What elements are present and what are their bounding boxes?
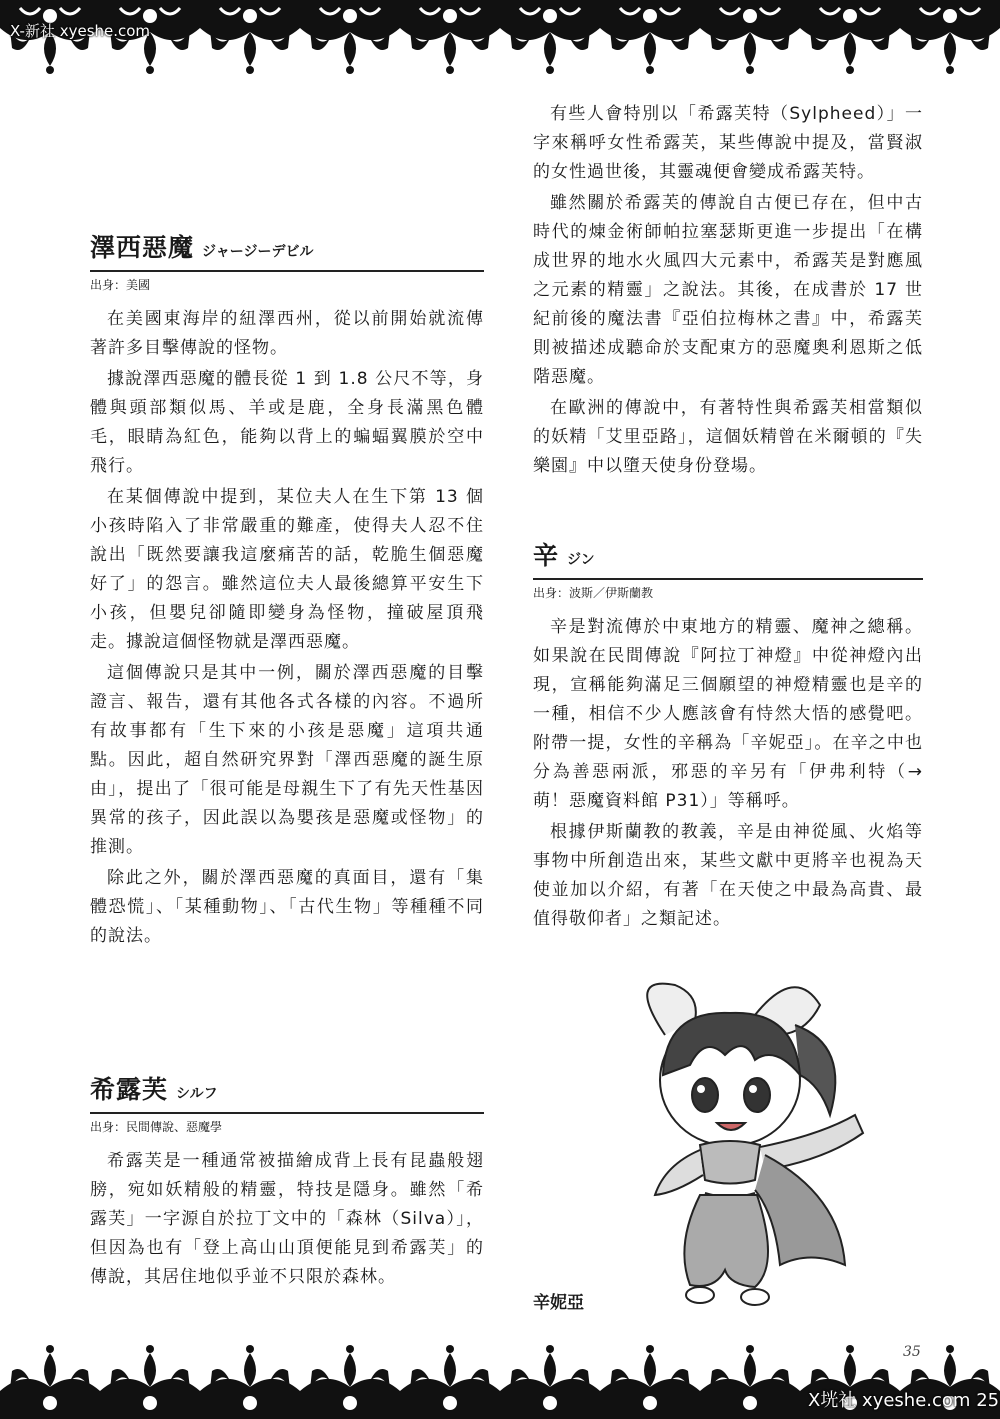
watermark-top: X-新社 xyeshe.com <box>10 22 151 40</box>
section-title: 辛 <box>533 541 560 570</box>
paragraph: 根據伊斯蘭教的教義，辛是由神從風、火焰等事物中所創造出來，某些文獻中更將辛也視為天使並加以介紹，有著「在天使之中最為高貴、最值得敬仰者」之類記述。 <box>533 822 923 929</box>
paragraph: 辛是對流傳於中東地方的精靈、魔神之總稱。如果說在民間傳說『阿拉丁神燈』中從神燈內出現，宣稱能夠滿足三個願望的神燈精靈也是辛的一種，相信不少人應該會有恃然大悟的感覺吧。附帶一提，女性的辛稱為「辛妮亞」。在辛之中也分為善惡兩派，邪惡的辛另有「伊弗利特（→萌！惡魔資料館 P31）」等稱呼。 <box>533 617 923 811</box>
illustration-caption: 辛妮亞 <box>533 1293 584 1313</box>
heading-rule <box>90 1112 484 1114</box>
paragraph: 在美國東海岸的紐澤西州，從以前開始就流傳著許多目擊傳說的怪物。 <box>90 309 484 358</box>
heading-rule <box>90 270 484 272</box>
section-sylph-continued <box>533 100 923 483</box>
section-heading <box>533 536 923 572</box>
paragraph: 在歐洲的傳說中，有著特性與希露芙相當類似的妖精「艾里亞路」，這個妖精曾在米爾頓的『失樂園』中以墮天使身份登場。 <box>533 398 923 476</box>
section-title: 希露芙 <box>90 1075 169 1104</box>
jinnia-illustration <box>605 965 875 1310</box>
section-origin: 出身：波斯／伊斯蘭教 <box>533 586 654 600</box>
paragraph: 雖然關於希露芙的傳說自古便已存在，但中古時代的煉金術師帕拉塞瑟斯更進一步提出「在構成世界的地水火風四大元素中，希露芙是對應風之元素的精靈」之說法。其後，在成書於 17 世紀前後的魔法書『亞伯拉梅林之書』中，希露芙則被描述成聽命於支配東方的惡魔奧利恩斯之低階惡魔。 <box>533 193 923 387</box>
paragraph: 有些人會特別以「希露芙特（Sylpheed）」一字來稱呼女性希露芙，某些傳說中提及，當賢淑的女性過世後，其靈魂便會變成希露芙特。 <box>533 104 923 182</box>
watermark-bottom <box>808 1386 999 1412</box>
paragraph: 據說澤西惡魔的體長從 1 到 1.8 公尺不等，身體與頭部類似馬、羊或是鹿，全身長滿黑色體毛，眼睛為紅色，能夠以背上的蝙蝠翼膜於空中飛行。 <box>90 369 484 476</box>
section-reading: ジン <box>567 552 595 568</box>
section-title: 澤西惡魔 <box>90 233 195 262</box>
section-heading <box>90 228 484 264</box>
page-number: 35 <box>903 1344 921 1360</box>
section-jersey-devil <box>90 228 484 953</box>
paragraph: 除此之外，關於澤西惡魔的真面目，還有「集體恐慌」、「某種動物」、「古代生物」等種種不同的說法。 <box>90 868 484 946</box>
section-reading: ジャージーデビル <box>202 244 314 260</box>
heading-rule <box>533 578 923 580</box>
watermark-bottom-text: X垙社 xyeshe.com <box>808 1390 971 1411</box>
paragraph: 在某個傳說中提到，某位夫人在生下第 13 個小孩時陷入了非常嚴重的難產，使得夫人忍不住說出「既然要讓我這麼痛苦的話，乾脆生個惡魔好了」的怨言。雖然這位夫人最後總算平安生下小孩，但嬰兒卻隨即變身為怪物，撞破屋頂飛走。據說這個怪物就是澤西惡魔。 <box>90 487 484 652</box>
paragraph: 這個傳說只是其中一例，關於澤西惡魔的目擊證言、報告，還有其他各式各樣的內容。不過所有故事都有「生下來的小孩是惡魔」這項共通點。因此，超自然研究界對「澤西惡魔的誕生原由」，提出了「很可能是母親生下了有先天性基因異常的孩子，因此誤以為嬰孩是惡魔或怪物」的推測。 <box>90 663 484 857</box>
section-sylph <box>90 1070 484 1294</box>
section-jinn <box>533 536 923 936</box>
section-reading: シルフ <box>176 1086 218 1102</box>
section-origin: 出身：美國 <box>90 278 151 292</box>
section-heading <box>90 1070 484 1106</box>
section-origin: 出身：民間傳說、惡魔學 <box>90 1120 223 1134</box>
paragraph: 希露芙是一種通常被描繪成背上長有昆蟲般翅膀，宛如妖精般的精靈，特技是隱身。雖然「希露芙」一字源自於拉丁文中的「森林（Silva）」，但因為也有「登上高山山頂便能見到希露芙」的傳說，其居住地似乎並不只限於森林。 <box>90 1151 484 1287</box>
watermark-bottom-page: 25 <box>976 1390 1000 1411</box>
